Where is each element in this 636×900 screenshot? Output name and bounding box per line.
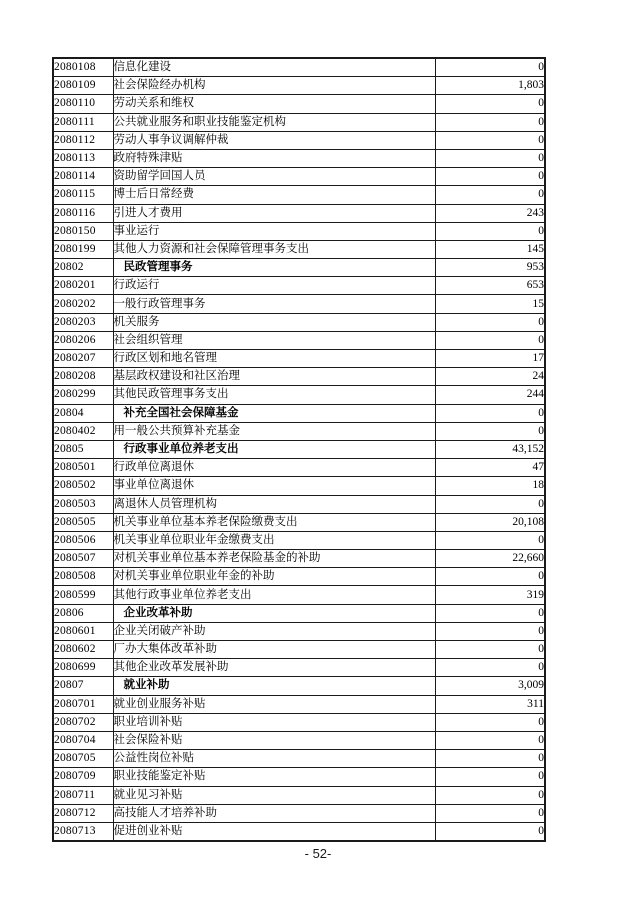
name-cell: 机关事业单位职业年金缴费支出 [113, 531, 435, 549]
name-cell: 促进创业补贴 [113, 822, 435, 841]
name-cell: 资助留学回国人员 [113, 168, 435, 186]
amount-cell: 43,152 [435, 440, 545, 458]
amount-cell: 244 [435, 386, 545, 404]
table-row [53, 659, 545, 677]
code-cell: 2080508 [53, 568, 113, 586]
amount-cell: 0 [435, 622, 545, 640]
budget-table-body [53, 58, 545, 841]
amount-cell: 0 [435, 822, 545, 841]
table-row [53, 240, 545, 258]
table-row [53, 350, 545, 368]
page-number: - 52- [304, 846, 332, 861]
name-cell: 行政区划和地名管理 [113, 350, 435, 368]
code-cell: 2080711 [53, 786, 113, 804]
amount-cell: 20,108 [435, 513, 545, 531]
name-cell: 厂办大集体改革补助 [113, 641, 435, 659]
name-cell: 行政事业单位养老支出 [113, 440, 435, 458]
code-cell: 2080505 [53, 513, 113, 531]
name-cell: 机关事业单位基本养老保险缴费支出 [113, 513, 435, 531]
amount-cell: 17 [435, 350, 545, 368]
table-row [53, 786, 545, 804]
amount-cell: 0 [435, 641, 545, 659]
amount-cell: 0 [435, 58, 545, 77]
table-row [53, 58, 545, 77]
name-cell: 企业关闭破产补助 [113, 622, 435, 640]
amount-cell: 0 [435, 750, 545, 768]
code-cell: 2080111 [53, 113, 113, 131]
code-cell: 2080702 [53, 713, 113, 731]
amount-cell: 319 [435, 586, 545, 604]
table-row [53, 422, 545, 440]
amount-cell: 24 [435, 368, 545, 386]
amount-cell: 0 [435, 604, 545, 622]
name-cell: 一般行政管理事务 [113, 295, 435, 313]
code-cell: 2080114 [53, 168, 113, 186]
table-row [53, 495, 545, 513]
table-row [53, 386, 545, 404]
table-row [53, 95, 545, 113]
amount-cell: 18 [435, 477, 545, 495]
code-cell: 2080503 [53, 495, 113, 513]
name-cell: 补充全国社会保障基金 [113, 404, 435, 422]
name-cell: 博士后日常经费 [113, 186, 435, 204]
name-cell: 事业单位离退休 [113, 477, 435, 495]
code-cell: 2080602 [53, 641, 113, 659]
name-cell: 行政单位离退休 [113, 459, 435, 477]
code-cell: 2080501 [53, 459, 113, 477]
code-cell: 2080601 [53, 622, 113, 640]
amount-cell: 145 [435, 240, 545, 258]
amount-cell: 0 [435, 313, 545, 331]
amount-cell: 0 [435, 531, 545, 549]
table-row [53, 77, 545, 95]
amount-cell: 0 [435, 804, 545, 822]
code-cell: 2080201 [53, 277, 113, 295]
table-row [53, 277, 545, 295]
table-row [53, 750, 545, 768]
table-row [53, 641, 545, 659]
table-row [53, 695, 545, 713]
code-cell: 2080699 [53, 659, 113, 677]
amount-cell: 0 [435, 768, 545, 786]
table-row [53, 586, 545, 604]
table-row [53, 204, 545, 222]
code-cell: 2080712 [53, 804, 113, 822]
name-cell: 民政管理事务 [113, 259, 435, 277]
amount-cell: 0 [435, 149, 545, 167]
table-row [53, 677, 545, 695]
table-row [53, 713, 545, 731]
code-cell: 20804 [53, 404, 113, 422]
name-cell: 社会保险经办机构 [113, 77, 435, 95]
amount-cell: 0 [435, 113, 545, 131]
code-cell: 2080113 [53, 149, 113, 167]
amount-cell: 0 [435, 168, 545, 186]
name-cell: 其他人力资源和社会保障管理事务支出 [113, 240, 435, 258]
code-cell: 20805 [53, 440, 113, 458]
table-row [53, 731, 545, 749]
amount-cell: 1,803 [435, 77, 545, 95]
name-cell: 公益性岗位补贴 [113, 750, 435, 768]
name-cell: 对机关事业单位基本养老保险基金的补助 [113, 550, 435, 568]
name-cell: 信息化建设 [113, 58, 435, 77]
amount-cell: 0 [435, 95, 545, 113]
code-cell: 2080701 [53, 695, 113, 713]
code-cell: 2080709 [53, 768, 113, 786]
name-cell: 就业见习补贴 [113, 786, 435, 804]
table-row [53, 368, 545, 386]
code-cell: 2080206 [53, 331, 113, 349]
table-row [53, 222, 545, 240]
name-cell: 公共就业服务和职业技能鉴定机构 [113, 113, 435, 131]
code-cell: 2080507 [53, 550, 113, 568]
table-row [53, 768, 545, 786]
amount-cell: 22,660 [435, 550, 545, 568]
amount-cell: 0 [435, 131, 545, 149]
table-row [53, 550, 545, 568]
name-cell: 政府特殊津贴 [113, 149, 435, 167]
code-cell: 2080199 [53, 240, 113, 258]
table-row [53, 459, 545, 477]
code-cell: 2080506 [53, 531, 113, 549]
name-cell: 用一般公共预算补充基金 [113, 422, 435, 440]
name-cell: 离退休人员管理机构 [113, 495, 435, 513]
code-cell: 2080115 [53, 186, 113, 204]
table-row [53, 440, 545, 458]
amount-cell: 0 [435, 222, 545, 240]
table-row [53, 404, 545, 422]
code-cell: 2080150 [53, 222, 113, 240]
name-cell: 高技能人才培养补助 [113, 804, 435, 822]
code-cell: 2080110 [53, 95, 113, 113]
table-row [53, 331, 545, 349]
name-cell: 就业创业服务补贴 [113, 695, 435, 713]
budget-table [52, 57, 546, 842]
code-cell: 2080705 [53, 750, 113, 768]
name-cell: 行政运行 [113, 277, 435, 295]
table-row [53, 113, 545, 131]
amount-cell: 0 [435, 713, 545, 731]
name-cell: 其他企业改革发展补助 [113, 659, 435, 677]
name-cell: 就业补助 [113, 677, 435, 695]
name-cell: 劳动关系和维权 [113, 95, 435, 113]
code-cell: 2080208 [53, 368, 113, 386]
amount-cell: 3,009 [435, 677, 545, 695]
amount-cell: 0 [435, 331, 545, 349]
code-cell: 2080713 [53, 822, 113, 841]
amount-cell: 0 [435, 495, 545, 513]
code-cell: 2080203 [53, 313, 113, 331]
code-cell: 2080299 [53, 386, 113, 404]
amount-cell: 0 [435, 186, 545, 204]
code-cell: 2080207 [53, 350, 113, 368]
code-cell: 20807 [53, 677, 113, 695]
name-cell: 基层政权建设和社区治理 [113, 368, 435, 386]
amount-cell: 311 [435, 695, 545, 713]
name-cell: 引进人才费用 [113, 204, 435, 222]
name-cell: 机关服务 [113, 313, 435, 331]
table-row [53, 568, 545, 586]
amount-cell: 0 [435, 659, 545, 677]
name-cell: 社会组织管理 [113, 331, 435, 349]
code-cell: 20806 [53, 604, 113, 622]
name-cell: 企业改革补助 [113, 604, 435, 622]
table-row [53, 604, 545, 622]
name-cell: 对机关事业单位职业年金的补助 [113, 568, 435, 586]
table-row [53, 168, 545, 186]
table-row [53, 477, 545, 495]
code-cell: 2080108 [53, 58, 113, 77]
amount-cell: 653 [435, 277, 545, 295]
amount-cell: 0 [435, 404, 545, 422]
code-cell: 20802 [53, 259, 113, 277]
amount-cell: 0 [435, 568, 545, 586]
table-row [53, 149, 545, 167]
amount-cell: 47 [435, 459, 545, 477]
amount-cell: 0 [435, 786, 545, 804]
amount-cell: 0 [435, 731, 545, 749]
code-cell: 2080502 [53, 477, 113, 495]
table-row [53, 259, 545, 277]
table-row [53, 822, 545, 841]
amount-cell: 243 [435, 204, 545, 222]
table-row [53, 313, 545, 331]
name-cell: 其他民政管理事务支出 [113, 386, 435, 404]
code-cell: 2080109 [53, 77, 113, 95]
code-cell: 2080402 [53, 422, 113, 440]
name-cell: 职业技能鉴定补贴 [113, 768, 435, 786]
table-row [53, 513, 545, 531]
name-cell: 事业运行 [113, 222, 435, 240]
name-cell: 职业培训补贴 [113, 713, 435, 731]
table-row [53, 622, 545, 640]
code-cell: 2080112 [53, 131, 113, 149]
name-cell: 社会保险补贴 [113, 731, 435, 749]
table-row [53, 531, 545, 549]
code-cell: 2080599 [53, 586, 113, 604]
name-cell: 劳动人事争议调解仲裁 [113, 131, 435, 149]
code-cell: 2080202 [53, 295, 113, 313]
table-row [53, 804, 545, 822]
table-row [53, 295, 545, 313]
name-cell: 其他行政事业单位养老支出 [113, 586, 435, 604]
amount-cell: 953 [435, 259, 545, 277]
code-cell: 2080704 [53, 731, 113, 749]
amount-cell: 0 [435, 422, 545, 440]
table-row [53, 186, 545, 204]
code-cell: 2080116 [53, 204, 113, 222]
table-row [53, 131, 545, 149]
amount-cell: 15 [435, 295, 545, 313]
